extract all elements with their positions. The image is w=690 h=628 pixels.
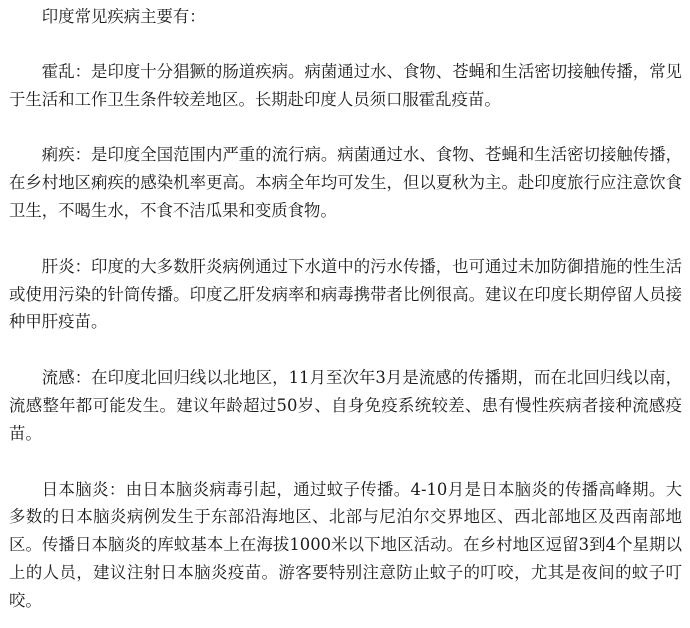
paragraph-influenza: 流感：在印度北回归线以北地区，11月至次年3月是流感的传播期，而在北回归线以南，流感整年都可能发生。建议年龄超过50岁、自身免疫系统较差、患有慢性疾病者接种流感疫苗。 [9, 368, 682, 443]
paragraph-dysentery: 痢疾：是印度全国范围内严重的流行病。病菌通过水、食物、苍蝇和生活密切接触传播，在乡村地区痢疾的感染机率更高。本病全年均可发生，但以夏秋为主。赴印度旅行应注意饮食卫生，不喝生水，不食不洁瓜果和变质食物。 [9, 145, 682, 220]
paragraph-hepatitis: 肝炎：印度的大多数肝炎病例通过下水道中的污水传播，也可通过未加防御措施的性生活或使用污染的针筒传播。印度乙肝发病率和病毒携带者比例很高。建议在印度长期停留人员接种甲肝疫苗。 [9, 256, 682, 332]
section-heading: 印度常见疾病主要有： [41, 7, 206, 26]
paragraph-cholera: 霍乱：是印度十分猖獗的肠道疾病。病菌通过水、食物、苍蝇和生活密切接触传播，常见于生活和工作卫生条件较差地区。长期赴印度人员须口服霍乱疫苗。 [9, 61, 682, 109]
paragraph-japanese-encephalitis: 日本脑炎：由日本脑炎病毒引起，通过蚊子传播。4-10月是日本脑炎的传播高峰期。大多数的日本脑炎病例发生于东部沿海地区、北部与尼泊尔交界地区、西北部地区及西南部地区。传播日本脑炎的库蚊基本上在海拔1000米以下地区活动。在乡村地区逗留3到4个星期以上的人员，建议注射日本脑炎疫苗。游客要特别注意防止蚊子的叮咬，尤其是夜间的蚊子叮咬。 [9, 479, 682, 610]
